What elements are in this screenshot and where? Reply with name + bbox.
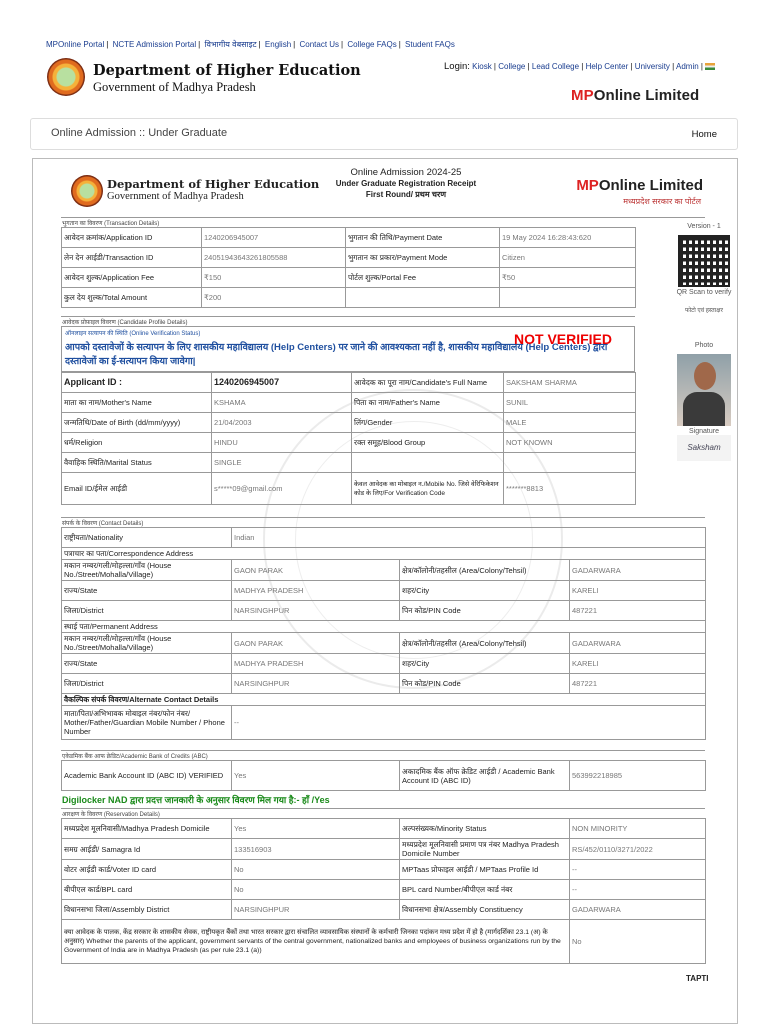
table-row	[62, 473, 636, 505]
contact-table	[61, 527, 706, 740]
link-contact-us[interactable]: Contact Us	[299, 40, 340, 49]
table-row	[62, 706, 706, 740]
receipt-document	[32, 158, 738, 1024]
field-value: 1240206945007	[202, 228, 346, 248]
table-row	[62, 654, 706, 674]
abc-id-label: अकादमिक बैंक ऑफ क्रेडिट आईडी / Academic Bank Account ID (ABC ID)	[400, 761, 570, 791]
field-value	[504, 453, 636, 473]
login-lead-college[interactable]: Lead College	[531, 62, 580, 71]
field-label: पिता का नाम/Father's Name	[352, 393, 504, 413]
abc-verified-label: Academic Bank Account ID (ABC ID) VERIFIED	[62, 761, 232, 791]
field-value: 19 May 2024 16:28:43:620	[500, 228, 636, 248]
verification-note: आपको दस्तावेजों के सत्यापन के लिए शासकीय महाविद्यालय (Help Centers) पर जाने की आवश्यकता नहीं है, शासकीय महाविद्यालय (Help Centers) द्वारा दस्तावेजों का ई-सत्यापन किया जावेगा|	[65, 342, 608, 367]
receipt-side-panel	[669, 223, 738, 461]
login-label: Login:	[444, 61, 470, 72]
alt-contact-value: --	[232, 706, 706, 740]
field-label: राज्य/State	[62, 581, 232, 601]
link-ncte-portal[interactable]: NCTE Admission Portal	[112, 40, 197, 49]
nationality-label: राष्ट्रीयता/Nationality	[62, 528, 232, 548]
field-label: लेन देन आईडी/Transaction ID	[62, 248, 202, 268]
field-value: NARSINGHPUR	[232, 601, 400, 621]
field-label: आवेदन क्रमांक/Application ID	[62, 228, 202, 248]
field-label: मध्यप्रदेश मूलनिवासी प्रमाण पत्र नंबर Madhya Pradesh Domicile Number	[400, 839, 570, 860]
top-links: MPOnline Portal | NCTE Admission Portal | विभागीय वेबसाइट | English | Contact Us | College FAQs | Student FAQs	[46, 40, 455, 49]
receipt-brand-hindi: मध्यप्रदेश सरकार का पोर्टल	[623, 197, 701, 206]
table-row	[62, 761, 706, 791]
receipt-title-line1: Online Admission 2024-25	[350, 167, 462, 178]
table-row	[62, 433, 636, 453]
correspondence-heading: पत्राचार का पता/Correspondence Address	[62, 548, 706, 560]
field-value: MADHYA PRADESH	[232, 581, 400, 601]
field-label: MPTaas प्रोफाइल आईडी / MPTaas Profile Id	[400, 860, 570, 880]
nationality-value: Indian	[232, 528, 706, 548]
field-value: SAKSHAM SHARMA	[504, 373, 636, 393]
field-value: --	[570, 860, 706, 880]
table-row	[62, 373, 636, 393]
field-value: SUNIL	[504, 393, 636, 413]
field-value: 1240206945007	[212, 373, 352, 393]
govt-parent-value: No	[570, 920, 706, 964]
link-college-faqs[interactable]: College FAQs	[347, 40, 397, 49]
table-row	[62, 633, 706, 654]
field-label: शहर/City	[400, 581, 570, 601]
field-label: कुल देय शुल्क/Total Amount	[62, 288, 202, 308]
field-label: पिन कोड/PIN Code	[400, 601, 570, 621]
field-label: बीपीएल कार्ड/BPL card	[62, 880, 232, 900]
table-row	[62, 248, 636, 268]
field-label: क्षेत्र/कॉलोनी/तहसील (Area/Colony/Tehsil)	[400, 560, 570, 581]
field-label: आवेदन शुल्क/Application Fee	[62, 268, 202, 288]
transaction-section-title: भुगतान का विवरण (Transaction Details)	[61, 217, 705, 227]
table-row	[62, 694, 706, 706]
field-label: पिन कोड/PIN Code	[400, 674, 570, 694]
field-value: 487221	[570, 601, 706, 621]
table-row	[62, 453, 636, 473]
field-label: राज्य/State	[62, 654, 232, 674]
table-row	[62, 528, 706, 548]
field-value: KSHAMA	[212, 393, 352, 413]
table-row	[62, 560, 706, 581]
login-links: Login: Kiosk | College | Lead College | Help Center | University | Admin |	[444, 61, 715, 72]
abc-verified-value: Yes	[232, 761, 400, 791]
table-row	[62, 393, 636, 413]
receipt-title-line3: First Round/ प्रथम चरण	[365, 190, 447, 199]
field-label: क्षेत्र/कॉलोनी/तहसील (Area/Colony/Tehsil)	[400, 633, 570, 654]
qr-caption: QR Scan to verify	[676, 289, 732, 296]
login-university[interactable]: University	[634, 62, 670, 71]
receipt-title-line2: Under Graduate Registration Receipt	[335, 179, 477, 188]
field-value: GAON PARAK	[232, 633, 400, 654]
field-label: जिला/District	[62, 601, 232, 621]
field-value: RS/452/0110/3271/2022	[570, 839, 706, 860]
table-row	[62, 581, 706, 601]
dept-title: Department of Higher Education	[93, 62, 361, 79]
receipt-mponline-logo: MPOnline Limited	[576, 177, 703, 194]
table-row	[62, 548, 706, 560]
alt-contact-heading: वैकल्पिक संपर्क विवरण/Alternate Contact Details	[62, 694, 706, 706]
reservation-table	[61, 818, 706, 964]
field-value: No	[232, 880, 400, 900]
login-college[interactable]: College	[498, 62, 526, 71]
field-label: वैवाहिक स्थिति/Marital Status	[62, 453, 212, 473]
field-value: MADHYA PRADESH	[232, 654, 400, 674]
field-value	[500, 288, 636, 308]
link-dept-website[interactable]: विभागीय वेबसाइट	[204, 40, 257, 49]
field-label: मकान नम्बर/गली/मोहल्ला/गाँव (House No./Street/Mohalla/Village)	[62, 560, 232, 581]
signature-label: Signature	[689, 428, 719, 435]
field-value: ₹150	[202, 268, 346, 288]
table-row	[62, 860, 706, 880]
table-row	[62, 288, 636, 308]
field-value: KARELI	[570, 581, 706, 601]
alt-contact-label: माता/पिता/अभिभावक मोबाइल नंबर/फोन नंबर/ Mother/Father/Guardian Mobile Number / Phone Number	[62, 706, 232, 740]
field-value: SINGLE	[212, 453, 352, 473]
field-value: MALE	[504, 413, 636, 433]
table-row	[62, 880, 706, 900]
digilocker-note: Digilocker NAD द्वारा प्रदत्त जानकारी के अनुसार विवरण मिल गया है:- हाँ /Yes	[62, 795, 330, 805]
qr-code-icon	[678, 235, 730, 287]
field-label: भुगतान का प्रकार/Payment Mode	[346, 248, 500, 268]
nav-bar	[30, 118, 738, 150]
abc-table	[61, 760, 706, 791]
verification-label: ऑनलाइन सत्यापन की स्थिति (Online Verification Status)	[65, 331, 201, 337]
field-label: मध्यप्रदेश मूलनिवासी/Madhya Pradesh Domicile	[62, 819, 232, 839]
dept-subtitle: Government of Madhya Pradesh	[93, 80, 256, 94]
link-english[interactable]: English	[264, 40, 292, 49]
field-value: 487221	[570, 674, 706, 694]
permanent-heading: स्थाई पता/Permanent Address	[62, 621, 706, 633]
flag-icon	[705, 63, 715, 70]
receipt-title	[311, 167, 501, 200]
field-value: NARSINGHPUR	[232, 674, 400, 694]
field-value: ₹50	[500, 268, 636, 288]
field-label: भुगतान की तिथि/Payment Date	[346, 228, 500, 248]
field-label: धर्म/Religion	[62, 433, 212, 453]
breadcrumb: Online Admission :: Under Graduate	[51, 127, 228, 139]
table-row	[62, 228, 636, 248]
table-row	[62, 621, 706, 633]
profile-section-title: आवेदक प्रोफ़ाइल विवरण (Candidate Profile Details)	[61, 316, 635, 326]
field-label: पोर्टल शुल्क/Portal Fee	[346, 268, 500, 288]
reservation-section-title: आरक्षण के विवरण (Reservation Details)	[61, 808, 705, 818]
table-row	[62, 268, 636, 288]
field-label: माता का नाम/Mother's Name	[62, 393, 212, 413]
version-label: Version - 1	[687, 223, 721, 230]
login-help-center[interactable]: Help Center	[585, 62, 629, 71]
link-mponline-portal[interactable]: MPOnline Portal	[46, 40, 105, 49]
field-label: लिंग/Gender	[352, 413, 504, 433]
field-value: 133516903	[232, 839, 400, 860]
table-row	[62, 819, 706, 839]
field-label: Applicant ID :	[62, 373, 212, 393]
table-row	[62, 900, 706, 920]
field-value: HINDU	[212, 433, 352, 453]
field-value: --	[570, 880, 706, 900]
field-label: मकान नम्बर/गली/मोहल्ला/गाँव (House No./Street/Mohalla/Village)	[62, 633, 232, 654]
link-student-faqs[interactable]: Student FAQs	[405, 40, 455, 49]
email-label: Email ID/ईमेल आईडी	[62, 473, 212, 505]
login-kiosk[interactable]: Kiosk	[472, 62, 492, 71]
footer-tag: TAPTI	[686, 974, 709, 983]
receipt-emblem-icon	[71, 175, 103, 207]
field-value: NON MINORITY	[570, 819, 706, 839]
home-link[interactable]: Home	[691, 129, 717, 140]
field-label: BPL card Number/बीपीएल कार्ड नंबर	[400, 880, 570, 900]
receipt-header	[61, 165, 705, 217]
site-header	[0, 50, 768, 114]
not-verified-status: NOT VERIFIED	[514, 331, 613, 347]
field-value: GADARWARA	[570, 633, 706, 654]
mobile-value: *******8813	[504, 473, 636, 505]
photo-section-header: फोटो एवं हस्ताक्षर	[685, 308, 723, 314]
field-value: NOT KNOWN	[504, 433, 636, 453]
field-label: आवेदक का पूरा नाम/Candidate's Full Name	[352, 373, 504, 393]
receipt-dept-sub: Government of Madhya Pradesh	[107, 191, 244, 202]
field-label: विधानसभा क्षेत्र/Assembly Constituency	[400, 900, 570, 920]
contact-section-title: संपर्क के विवरण (Contact Details)	[61, 517, 705, 527]
field-label	[352, 453, 504, 473]
transaction-table	[61, 227, 636, 308]
field-label: वोटर आईडी कार्ड/Voter ID card	[62, 860, 232, 880]
profile-table	[61, 372, 636, 505]
table-row	[62, 674, 706, 694]
field-label: अल्पसंख्यक/Minority Status	[400, 819, 570, 839]
table-row	[62, 413, 636, 433]
govt-parent-label: क्या आवेदक के पालक, केंद्र सरकार के शासकीय सेवक, राष्ट्रीयकृत बैंकों तथा भारत सरकार द्वारा संचालित व्यावसायिक संस्थानों के कर्मचारी जिनका पदांकन मध्य प्रदेश में हो है (मार्गदर्शिका 23.1 (अ) के अनुसार) Whether the parents of the applicant, government servants of the central government, nationalized banks and employees of business organizations run by the Government of India are in Madhya Pradesh (as per rule 23.1 (a))	[62, 920, 570, 964]
field-label: शहर/City	[400, 654, 570, 674]
field-value: GADARWARA	[570, 900, 706, 920]
field-label: विधानसभा जिला/Assembly District	[62, 900, 232, 920]
field-value: Yes	[232, 819, 400, 839]
field-label	[346, 288, 500, 308]
field-value: 24051943643261805588	[202, 248, 346, 268]
receipt-dept-title: Department of Higher Education	[107, 177, 320, 191]
field-value: GADARWARA	[570, 560, 706, 581]
field-label: समग्र आईडी/ Samagra Id	[62, 839, 232, 860]
candidate-photo	[677, 354, 731, 426]
photo-label: Photo	[694, 342, 714, 349]
abc-section-title: एकेडमिक बैंक आफ क्रेडिट/Academic Bank of Credits (ABC)	[61, 750, 705, 760]
login-admin[interactable]: Admin	[676, 62, 699, 71]
field-value: 21/04/2003	[212, 413, 352, 433]
table-row	[62, 920, 706, 964]
mponline-logo: MPOnline Limited	[571, 87, 700, 101]
field-value: Citizen	[500, 248, 636, 268]
mobile-label: केवल आवेदक का मोबाइल न./Mobile No. जिसे वेरिफिकेशन कोड के लिए/For Verification Code	[352, 473, 504, 505]
field-value: ₹200	[202, 288, 346, 308]
mp-emblem-icon	[47, 58, 85, 96]
field-label: जिला/District	[62, 674, 232, 694]
field-label: जन्मतिथि/Date of Birth (dd/mm/yyyy)	[62, 413, 212, 433]
field-value: GAON PARAK	[232, 560, 400, 581]
field-value: NARSINGHPUR	[232, 900, 400, 920]
table-row	[62, 839, 706, 860]
abc-id-value: 563992218985	[570, 761, 706, 791]
field-label: रक्त समूह/Blood Group	[352, 433, 504, 453]
field-value: KARELI	[570, 654, 706, 674]
table-row	[62, 601, 706, 621]
email-value: s*****09@gmail.com	[212, 473, 352, 505]
candidate-signature: Saksham	[677, 435, 731, 461]
field-value: No	[232, 860, 400, 880]
